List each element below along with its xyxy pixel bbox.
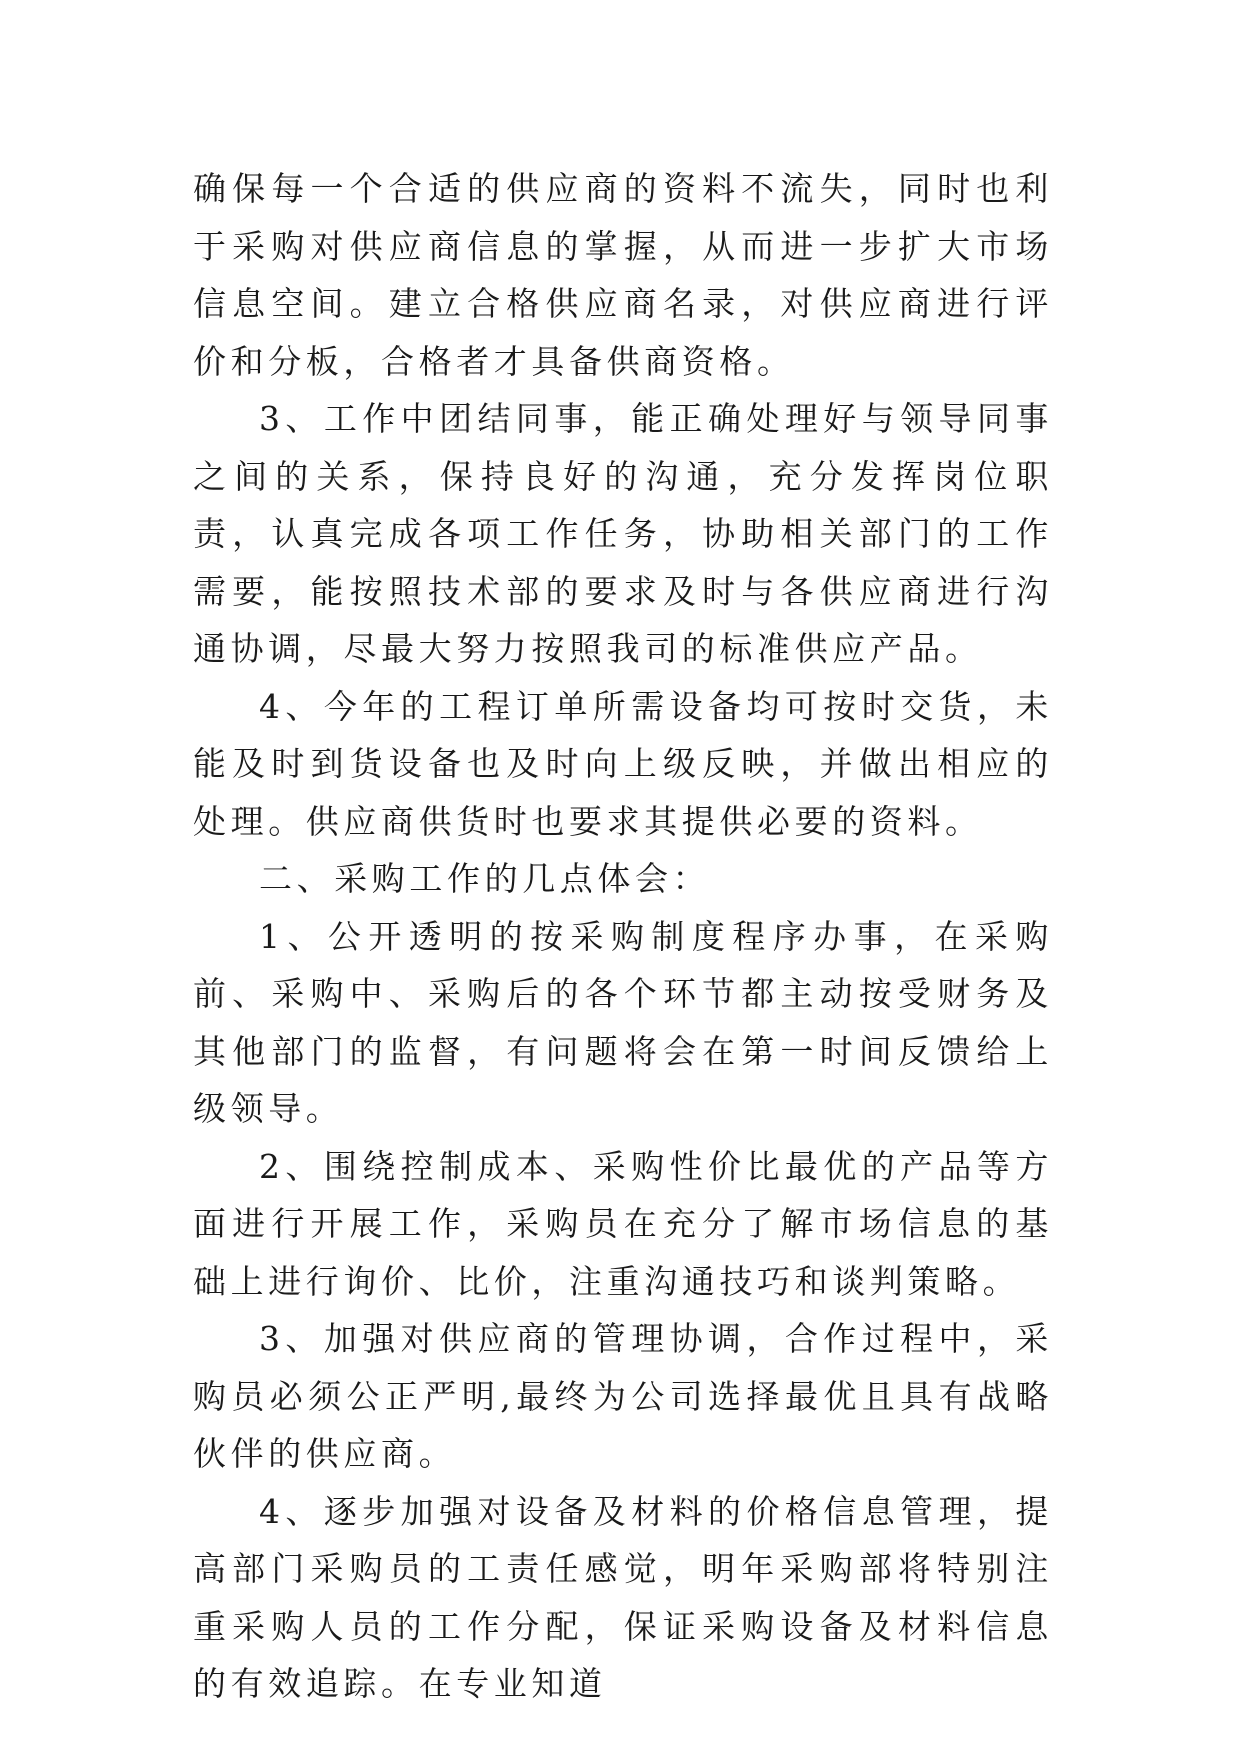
paragraph-experience-2: 2、围绕控制成本、采购性价比最优的产品等方面进行开展工作，采购员在充分了解市场信息的基础上进行询价、比价，注重沟通技巧和谈判策略。 — [193, 1146, 1053, 1301]
paragraph-supplier-records: 确保每一个合适的供应商的资料不流失，同时也利于采购对供应商信息的掌握，从而进一步扩大市场信息空间。建立合格供应商名录，对供应商进行评价和分板，合格者才具备供商资格。 — [193, 169, 1053, 381]
paragraph-experience-4: 4、逐步加强对设备及材料的价格信息管理，提高部门采购员的工责任感觉，明年采购部将特别注重采购人员的工作分配，保证采购设备及材料信息的有效追踪。在专业知道 — [193, 1491, 1053, 1703]
section-heading-experience: 二、采购工作的几点体会： — [259, 859, 711, 898]
paragraph-item-4-delivery: 4、今年的工程订单所需设备均可按时交货，未能及时到货设备也及时向上级反映，并做出相应的处理。供应商供货时也要求其提供必要的资料。 — [193, 686, 1053, 841]
paragraph-experience-3: 3、加强对供应商的管理协调，合作过程中，采购员必须公正严明,最终为公司选择最优且具有战略伙伴的供应商。 — [193, 1319, 1053, 1473]
paragraph-experience-1: 1、公开透明的按采购制度程序办事，在采购前、采购中、采购后的各个环节都主动按受财务及其他部门的监督，有问题将会在第一时间反馈给上级领导。 — [193, 916, 1053, 1128]
paragraph-item-3-teamwork: 3、工作中团结同事，能正确处理好与领导同事之间的关系，保持良好的沟通，充分发挥岗位职责，认真完成各项工作任务，协助相关部门的工作需要，能按照技术部的要求及时与各供应商进行沟通协调，尽最大努力按照我司的标准供应产品。 — [193, 399, 1053, 668]
document-body — [193, 160, 1053, 1713]
